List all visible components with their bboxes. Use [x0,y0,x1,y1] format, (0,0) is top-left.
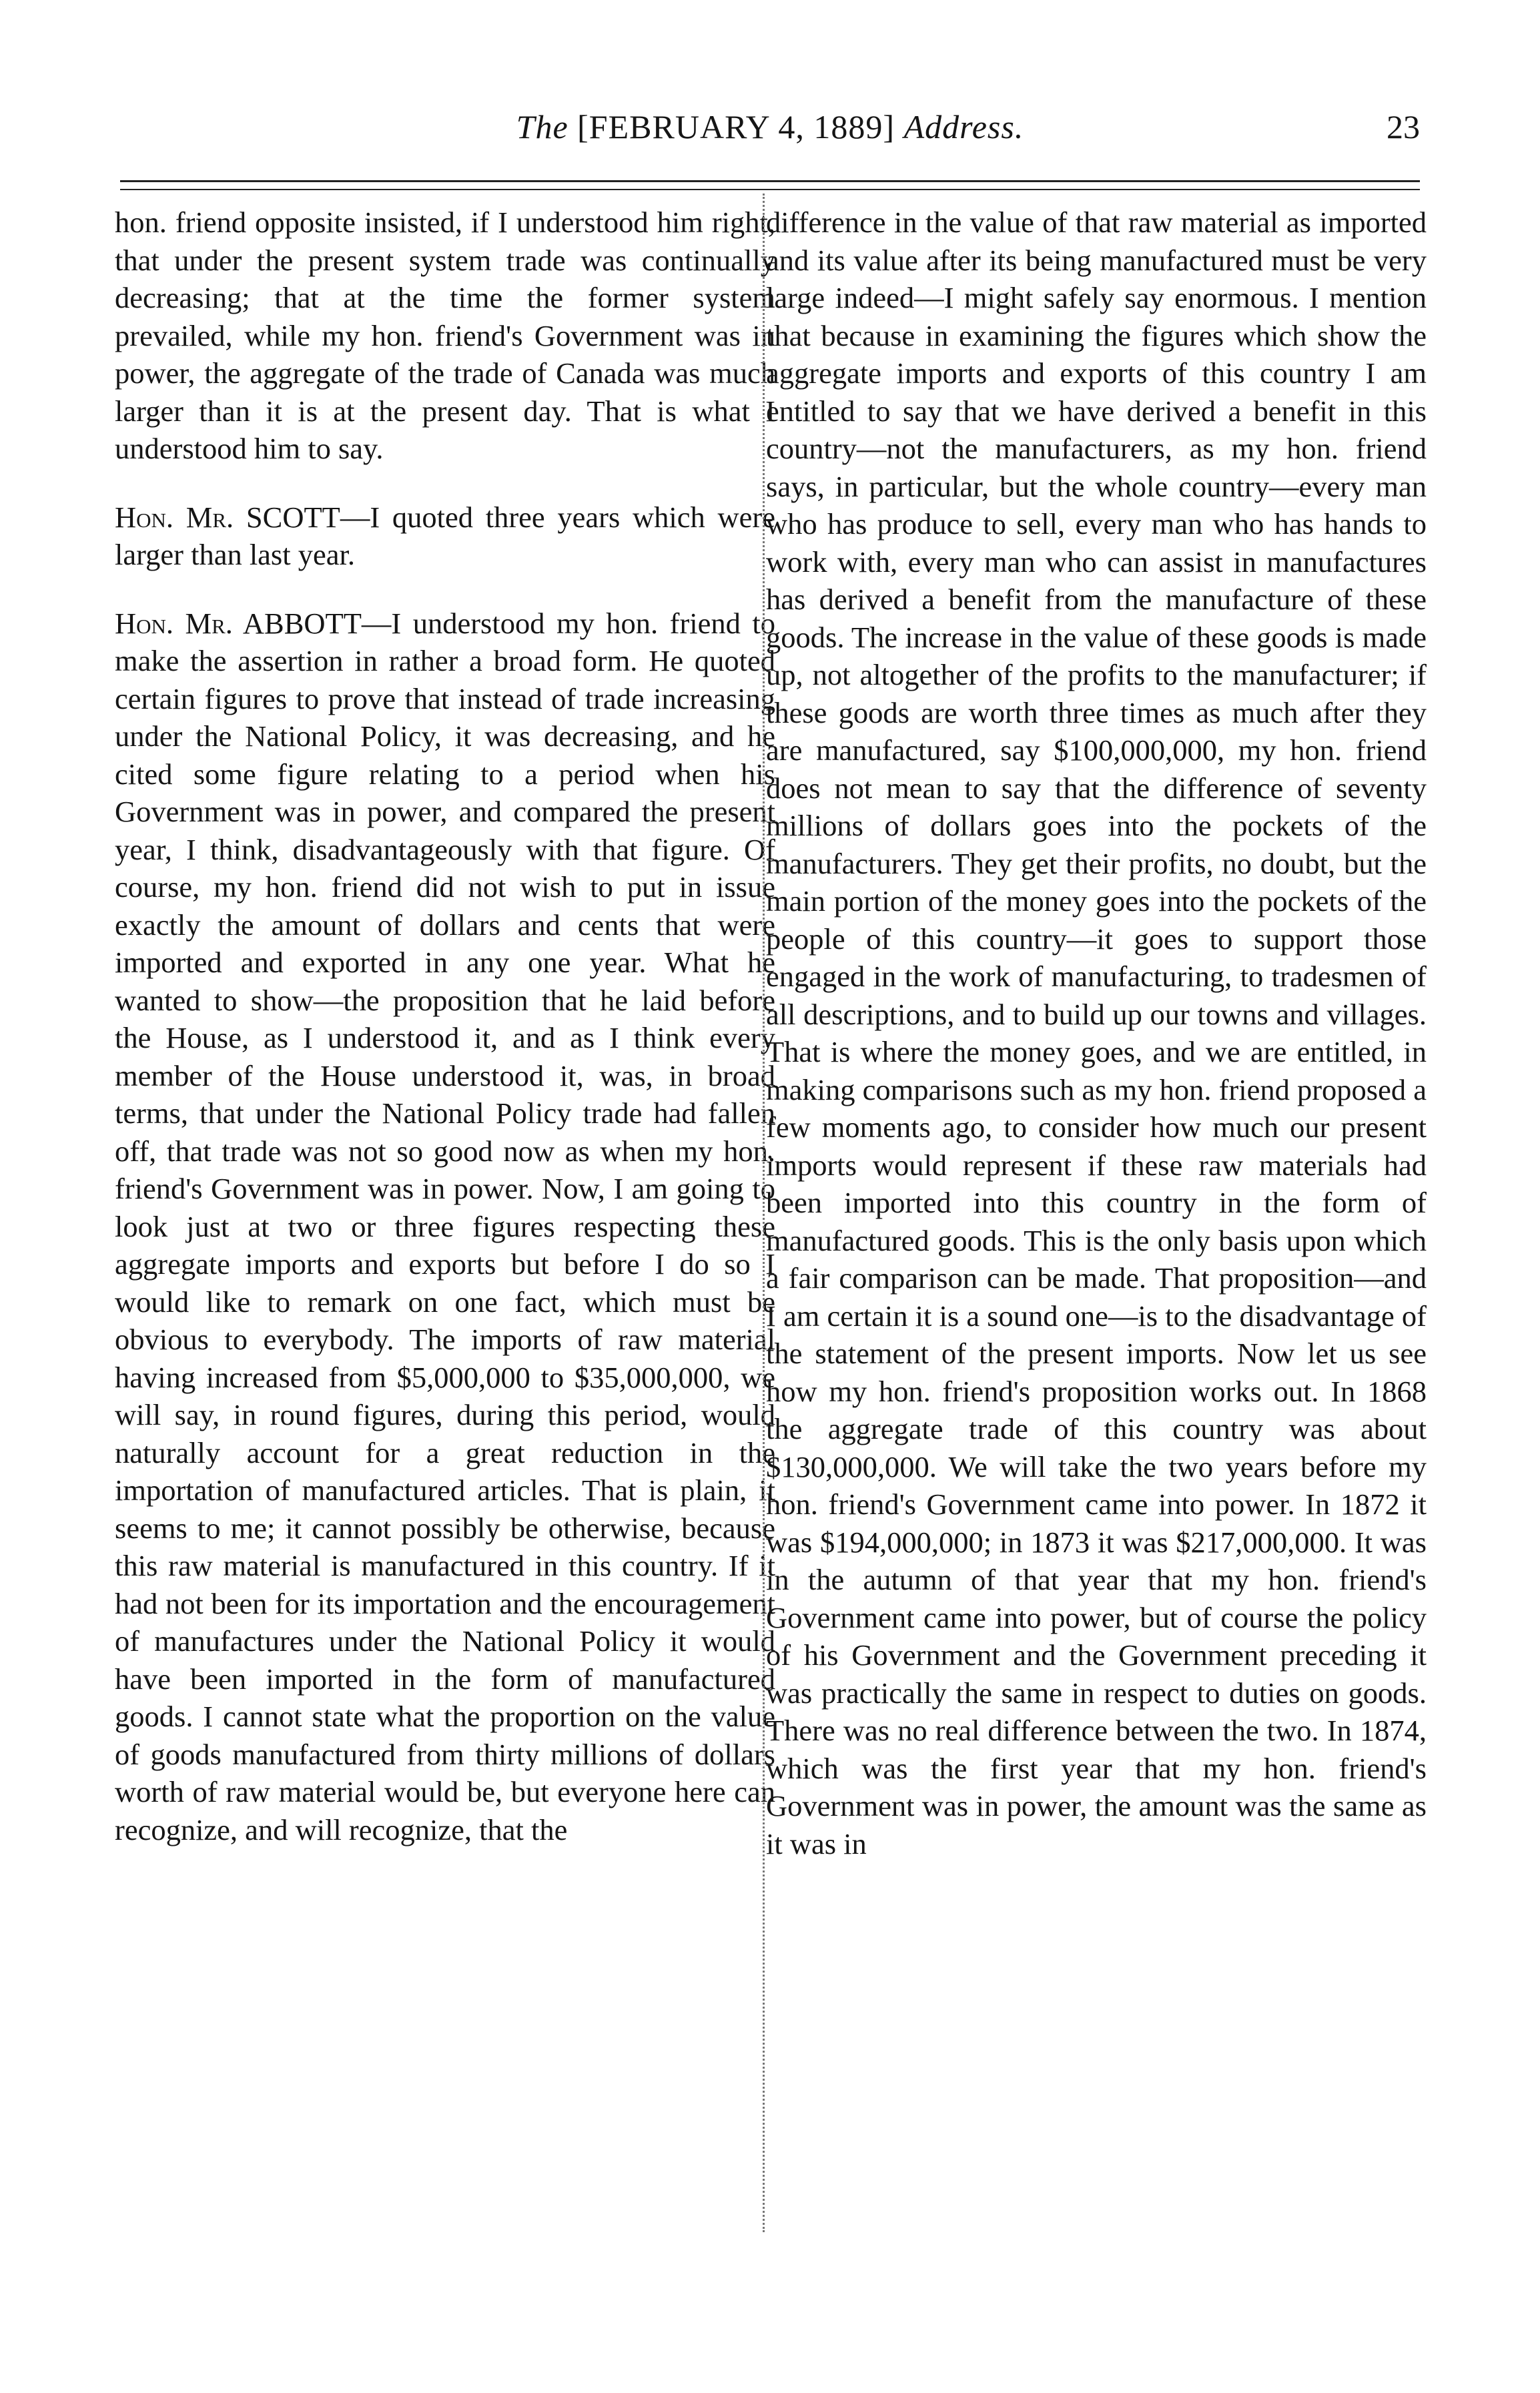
page-number: 23 [1387,108,1420,145]
title-italic-right: Address. [903,108,1024,145]
left-paragraph-1: hon. friend opposite insisted, if I understood him right, that under the present system trade was continually decreasing; that at the time the former system prevailed, while my hon. friend's Government was in power, the aggregate of the trade of Canada was much larger than it is at the present day. That is what I understood him to say. [115,206,775,465]
header-rule-top [120,180,1420,182]
right-column [766,204,1427,1862]
left-paragraph-2 [115,498,775,574]
left-column [115,204,775,1848]
header-rule-bottom [120,189,1420,190]
speaker-scott: Hon. Mr. SCOTT [115,500,340,534]
left-paragraph-3 [115,605,775,1849]
title-date: [FEBRUARY 4, 1889] [577,108,895,145]
column-divider [763,194,765,2232]
abbott-remark: —I understood my hon. friend to make the assertion in rather a broad form. He quoted certain figures to prove that instead of trade increasing under the National Policy, it was decreasing, and he cited some figure relating to a period when his Government was in power, and compared the present year, I think, disadvantageously with that figure. Of course, my hon. friend did not wish to put in issue exactly the amount of dollars and cents that were imported and exported in any one year. What he wanted to show—the proposition that he laid before the House, as I understood it, and as I think every member of the House understood it, was, in broad terms, that under the National Policy trade had fallen off, that trade was not so good now as when my hon. friend's Government was in power. Now, I am going to look just at two or three figures respecting these aggregate imports and exports but before I do so I would like to remark on one fact, which must be obvious to everybody. The imports of raw material having increased from $5,000,000 to $35,000,000, we will say, in round figures, during this period, would naturally account for a great reduction in the importation of manufactured articles. That is plain, it seems to me; it cannot possibly be otherwise, because this raw material is manufactured in this country. If it had not been for its importation and the encouragement of manufactures under the National Policy it would have been imported in the form of manufactured goods. I cannot state what the proportion on the value of goods manufactured from thirty millions of dollars worth of raw material would be, but everyone here can recognize, and will recognize, that the [115,606,775,1846]
right-paragraph: difference in the value of that raw material as imported and its value after its being manufactured must be very large indeed—I might safely say enormous. I mention that because in examining the figures which show the aggregate imports and exports of this country I am entitled to say that we have derived a benefit in this country—not the manufacturers, as my hon. friend says, in particular, but the whole country—every man who has produce to sell, every man who has hands to work with, every man who can assist in manufactures has derived a benefit from the manufacture of these goods. The increase in the value of these goods is made up, not altogether of the profits to the manufacturer; if these goods are worth three times as much after they are manufactured, say $100,000,000, my hon. friend does not mean to say that the difference of seventy millions of dollars goes into the pockets of the manufacturers. They get their profits, no doubt, but the main portion of the money goes into the pockets of the people of this country—it goes to support those engaged in the work of manufacturing, to tradesmen of all descriptions, and to build up our towns and villages. That is where the money goes, and we are entitled, in making comparisons such as my hon. friend proposed a few moments ago, to consider how much our present imports would represent if these raw materials had been imported into this country in the form of manufactured goods. This is the only basis upon which a fair comparison can be made. That proposition—and I am certain it is a sound one—is to the disadvantage of the statement of the present imports. Now let us see how my hon. friend's proposition works out. In 1868 the aggregate trade of this country was about $130,000,000. We will take the two years before my hon. friend's Government came into power. In 1872 it was $194,000,000; in 1873 it was $217,000,000. It was in the autumn of that year that my hon. friend's Government came into power, but of course the policy of his Government and the Government preceding it was practically the same in respect to duties on goods. There was no real difference between the two. In 1874, which was the first year that my hon. friend's Government was in power, the amount was the same as it was in [766,206,1427,1860]
title-italic-left: The [516,108,568,145]
scott-remark: —I quoted three years which were larger than last year. [115,500,775,571]
running-title [120,100,1420,153]
speaker-abbott: Hon. Mr. ABBOTT [115,606,362,640]
running-header [120,100,1420,153]
